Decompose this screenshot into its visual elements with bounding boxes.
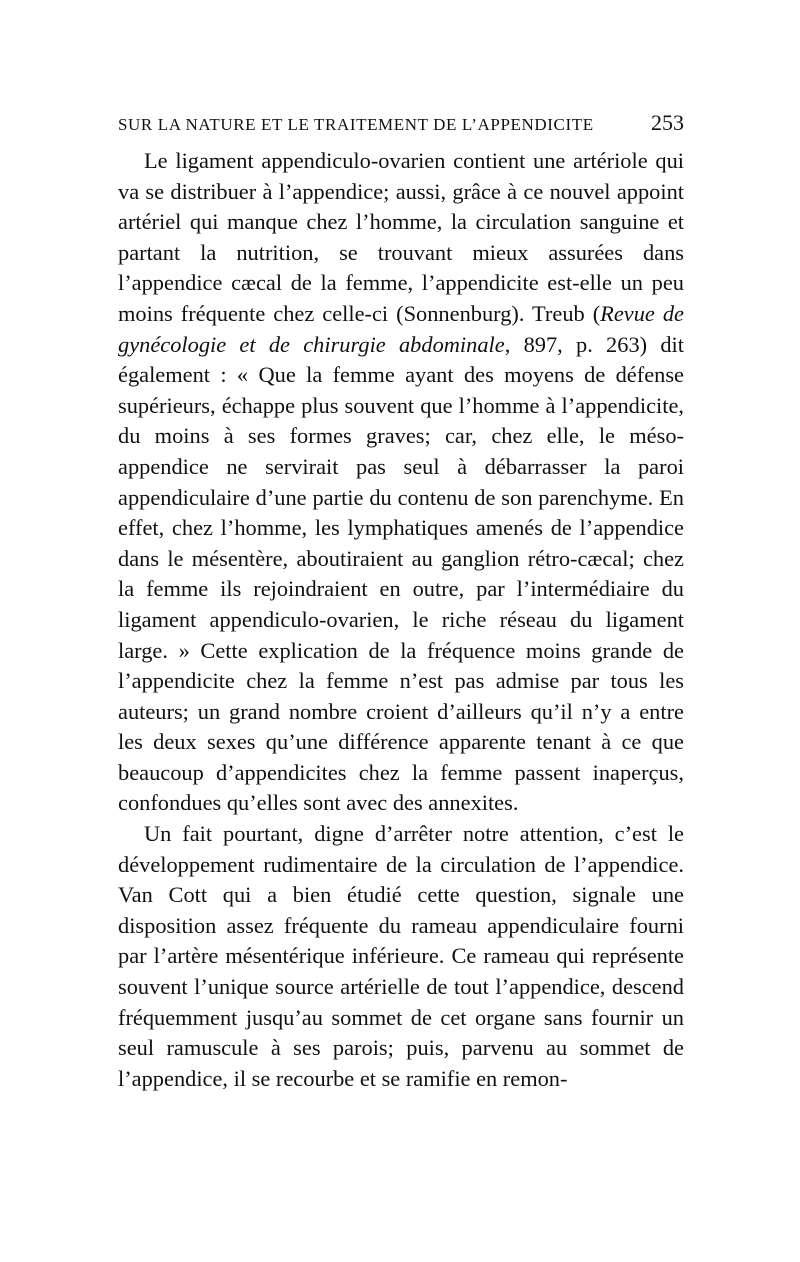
paragraph-2: Un fait pourtant, digne d’arrêter notre attention, c’est le développement rudimentaire de la circulation de l’appendice. Van Cott qui a bien étudié cette question, signale une disposition assez fréquente du rameau appendiculaire fourni par l’artère mésentérique inférieure. Ce rameau qui représente souvent l’unique source artérielle de tout l’appendice, descend fréquemment jusqu’au sommet de cet organe sans fournir un seul ramuscule à ses parois; puis, parvenu au sommet de l’appendice, il se recourbe et se ramifie en remon- (118, 821, 684, 1091)
paragraph-1-text-after: , 897, p. 263) dit également : « Que la femme ayant des moyens de défense supérieurs, échappe plus souvent que l’homme à l’appendicite, du moins à ses formes graves; car, chez elle, le méso-appendice ne servirait pas seul à débarrasser la paroi appendiculaire d’une partie du contenu de son parenchyme. En effet, chez l’homme, les lymphatiques amenés de l’appendice dans le mésentère, aboutiraient au ganglion rétro-cæcal; chez la femme ils rejoindraient en outre, par l’intermédiaire du ligament appendiculo-ovarien, le riche réseau du ligament large. » Cette explication de la fréquence moins grande de l’appendicite chez la femme n’est pas admise par tous les auteurs; un grand nombre croient d’ailleurs qu’il n’y a entre les deux sexes qu’une différence apparente tenant à ce que beaucoup d’appendicites chez la femme passent inaperçus, confondues qu’elles sont avec des annexites. (118, 331, 684, 816)
running-head (118, 110, 684, 142)
paragraph-1-text-before: Le ligament appendiculo-ovarien contient une artériole qui va se distribuer à l’appendice; aussi, grâce à ce nouvel appoint artériel qui manque chez l’homme, la circulation sanguine et partant la nutrition, se trouvant mieux assurées dans l’appendice cæcal de la femme, l’appendicite est-elle un peu moins fréquente chez celle-ci (Sonnenburg). Treub ( (118, 148, 684, 326)
book-page (118, 110, 684, 1094)
journal-title: Revue de gynécologie et de chirurgie abdominale (118, 300, 684, 357)
body-text (118, 146, 684, 1094)
page-number: 253 (651, 110, 684, 135)
running-title: SUR LA NATURE ET LE TRAITEMENT DE L’APPENDICITE (118, 115, 594, 134)
paragraph-1 (118, 146, 684, 819)
